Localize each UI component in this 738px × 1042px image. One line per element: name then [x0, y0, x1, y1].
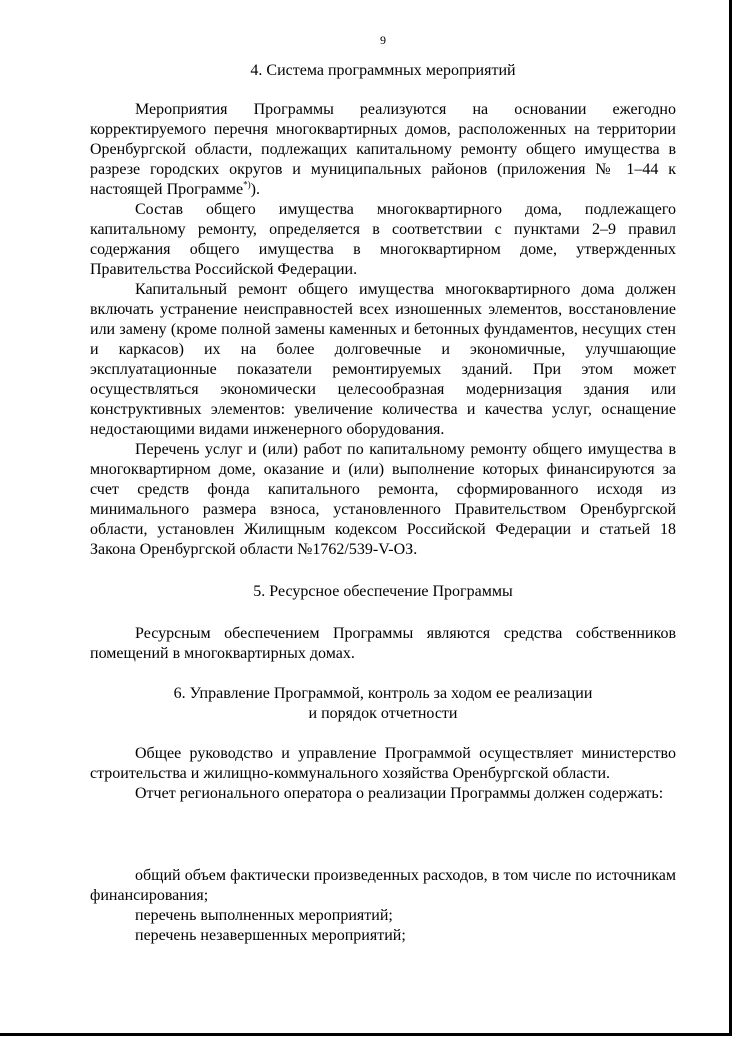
section-5-heading: 5. Ресурсное обеспечение Программы	[253, 583, 513, 600]
list-item: перечень выполненных мероприятий;	[135, 907, 393, 924]
list-item: перечень незавершенных мероприятий;	[135, 927, 406, 944]
page-number: 9	[380, 33, 386, 47]
section-5-body	[90, 624, 676, 664]
section-4-paragraph-4: Перечень услуг и (или) работ по капитальному ремонту общего имущества в многоквартирном доме, оказание и (или) выполнение которых финансируются за счет средств фонда капитального ремонта, сформированного исходя из минимального размера взноса, установленного Правительством Оренбургской области, установлен Жилищным кодексом Российской Федерации и статьей 18 Закона Оренбургской области №1762/539-V-ОЗ.	[90, 441, 676, 558]
section-6-heading-line-2: и порядок отчетности	[308, 705, 458, 722]
section-6-body	[90, 744, 676, 804]
section-4-paragraph-2: Состав общего имущества многоквартирного дома, подлежащего капитальному ремонту, определяется в соответствии с пунктами 2–9 правил содержания общего имущества в многоквартирном доме, утвержденных Правительства Российской Федерации.	[90, 201, 676, 278]
section-6-paragraph-1: Общее руководство и управление Программой осуществляет министерство строительства и жилищно-коммунального хозяйства Оренбургской области.	[90, 745, 676, 782]
section-6-paragraph-2: Отчет регионального оператора о реализации Программы должен содержать:	[135, 785, 664, 802]
section-4-body	[90, 100, 676, 560]
section-4-paragraph-1	[90, 100, 676, 200]
report-contents-list	[90, 866, 676, 946]
section-4-heading: 4. Система программных мероприятий	[250, 62, 516, 79]
footnote-mark: *)	[243, 179, 251, 190]
section-5-paragraph-1: Ресурсным обеспечением Программы являются средства собственников помещений в многоквартирных домах.	[90, 625, 676, 662]
section-6-heading	[90, 684, 676, 724]
section-4-paragraph-1-end: ).	[250, 181, 260, 198]
list-item: общий объем фактически произведенных расходов, в том числе по источникам финансирования;	[90, 867, 676, 904]
section-4-paragraph-3: Капитальный ремонт общего имущества многоквартирного дома должен включать устранение неисправностей всех изношенных элементов, восстановление или замену (кроме полной замены каменных и бетонных фундаментов, несущих стен и каркасов) их на более долговечные и экономичные, улучшающие эксплуатационные показатели ремонтируемых зданий. При этом может осуществляться экономически целесообразная модернизация здания или конструктивных элементов: увеличение количества и качества услуг, оснащение недостающими видами инженерного оборудования.	[90, 281, 676, 438]
section-4-paragraph-1-text: Мероприятия Программы реализуются на основании ежегодно корректируемого перечня многоквартирных домов, расположенных на территории Оренбургской области, подлежащих капитальному ремонту общего имущества в разрезе городских округов и муниципальных районов (приложения № 1–44 к настоящей Программе	[90, 101, 676, 198]
section-6-heading-line-1: 6. Управление Программой, контроль за ходом ее реализации	[173, 685, 593, 702]
